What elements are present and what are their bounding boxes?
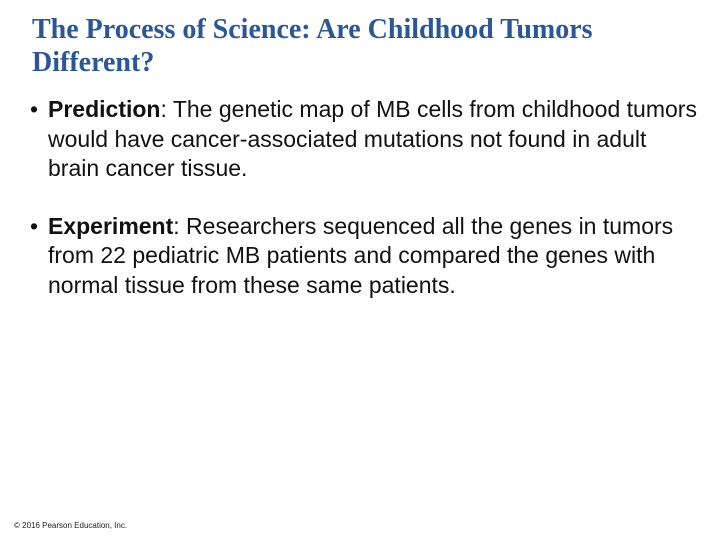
- prediction-term: Prediction: [48, 96, 161, 122]
- copyright-footer: © 2016 Pearson Education, Inc.: [14, 521, 128, 530]
- bullet-prediction: [30, 95, 698, 184]
- bullet-list: [30, 95, 698, 300]
- slide-title: The Process of Science: Are Childhood Tumors Different?: [32, 14, 593, 78]
- prediction-text: The genetic map of MB cells from childhood tumors would have cancer-associated mutations not found in adult brain cancer tissue.: [48, 96, 697, 181]
- bullet-marker: •: [30, 96, 39, 122]
- prediction-separator: :: [160, 96, 167, 122]
- experiment-term: Experiment: [48, 212, 174, 239]
- experiment-text: Researchers sequenced all the genes in tumors from 22 pediatric MB patients and compared the genes with normal tissue from these same patients.: [48, 212, 674, 298]
- experiment-separator: :: [173, 212, 180, 239]
- bullet-marker: •: [30, 212, 39, 239]
- bullet-experiment: [30, 212, 698, 301]
